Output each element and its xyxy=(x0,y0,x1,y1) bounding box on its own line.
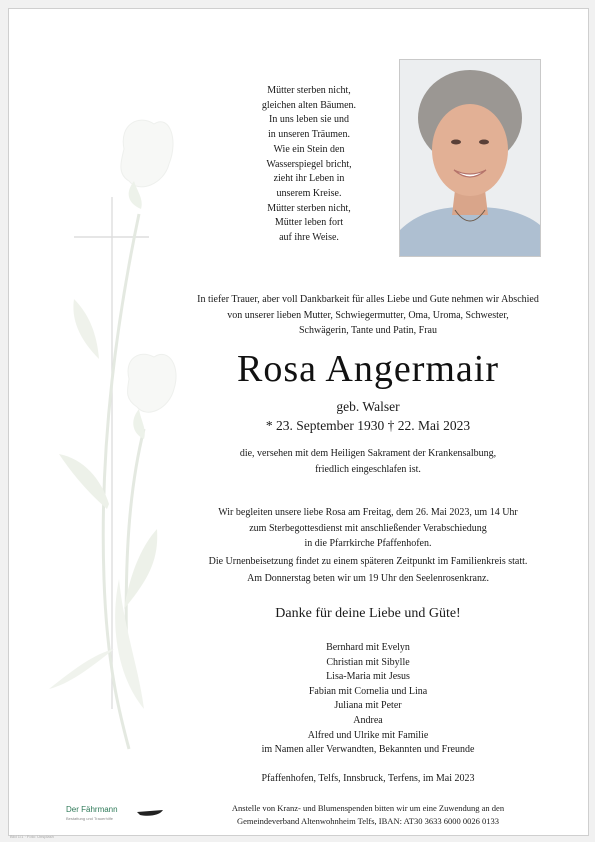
service-line: Wir begleiten unsere liebe Rosa am Freitag, dem 26. Mai 2023, um 14 Uhr xyxy=(218,507,518,518)
passing-line: friedlich eingeschlafen ist. xyxy=(315,463,421,475)
intro-line: In tiefer Trauer, aber voll Dankbarkeit für alles Liebe und Gute nehmen wir Abschied xyxy=(197,294,539,305)
urn-burial-info: Die Urnenbeisetzung findet zu einem späteren Zeitpunkt im Familienkreis statt. xyxy=(208,556,528,567)
mourners-list xyxy=(154,641,582,758)
intro-text xyxy=(154,292,582,339)
poem-line: auf ihre Weise. xyxy=(279,232,339,244)
mourner-entry: Andrea xyxy=(353,714,383,726)
image-credit: Bild 1/1 · Foto: Unsplash xyxy=(10,834,54,839)
passing-line: die, versehen mit dem Heiligen Sakrament der Krankensalbung, xyxy=(239,448,497,459)
poem-line: zieht ihr Leben in xyxy=(273,173,345,185)
logo-name: Der Fährmann xyxy=(66,805,118,814)
passing-text xyxy=(154,446,582,477)
intro-line: von unserer lieben Mutter, Schwiegermutter, Oma, Uroma, Schwester, xyxy=(227,309,509,321)
poem-line: Wie ein Stein den xyxy=(273,143,345,155)
birth-name: geb. Walser xyxy=(336,399,400,414)
poem-line: gleichen alten Bäumen. xyxy=(261,99,357,111)
mourner-entry: Alfred und Ulrike mit Familie xyxy=(307,729,429,741)
donation-note xyxy=(154,802,582,828)
portrait-photo xyxy=(399,59,541,257)
poem-line: in unseren Träumen. xyxy=(268,129,350,141)
service-info xyxy=(154,505,582,552)
service-line: in die Pfarrkirche Pfaffenhofen. xyxy=(304,538,432,549)
mourner-entry: Lisa-Maria mit Jesus xyxy=(326,671,410,683)
poem xyxy=(224,84,394,246)
poem-line: Mütter sterben nicht, xyxy=(267,85,351,96)
thanks-line: Danke für deine Liebe und Güte! xyxy=(275,606,461,621)
donation-line: Gemeindeverband Altenwohnheim Telfs, IBAN: AT30 3633 6000 0026 0133 xyxy=(236,816,499,826)
rosary-info: Am Donnerstag beten wir um 19 Uhr den Seelenrosenkranz. xyxy=(247,573,489,584)
mourner-entry: Christian mit Sibylle xyxy=(326,656,410,668)
life-dates: * 23. September 1930 † 22. Mai 2023 xyxy=(265,418,471,433)
poem-line: Mütter leben fort xyxy=(274,217,344,229)
service-line: zum Sterbegottesdienst mit anschließender Verabschiedung xyxy=(249,522,487,534)
mourner-entry: Fabian mit Cornelia und Lina xyxy=(308,685,428,697)
boat-icon xyxy=(136,808,164,818)
funeral-home-logo xyxy=(66,805,176,827)
obituary-card xyxy=(8,8,589,836)
poem-line: Wasserspiegel bricht, xyxy=(266,158,352,170)
mourner-entry: Bernhard mit Evelyn xyxy=(326,642,410,653)
poem-line: Mütter sterben nicht, xyxy=(267,202,351,214)
intro-line: Schwägerin, Tante und Patin, Frau xyxy=(299,325,437,336)
place-date: Pfaffenhofen, Telfs, Innsbruck, Terfens, im Mai 2023 xyxy=(261,773,475,784)
mourner-entry: Juliana mit Peter xyxy=(334,700,402,712)
poem-line: unserem Kreise. xyxy=(276,187,342,199)
deceased-name: Rosa Angermair xyxy=(236,348,499,390)
mourner-entry: im Namen aller Verwandten, Bekannten und Freunde xyxy=(261,744,475,756)
poem-line: In uns leben sie und xyxy=(269,114,349,126)
logo-subtitle: Bestattung und Trauerhilfe xyxy=(66,816,113,821)
donation-line: Anstelle von Kranz- und Blumenspenden bitten wir um eine Zuwendung an den xyxy=(231,803,505,813)
